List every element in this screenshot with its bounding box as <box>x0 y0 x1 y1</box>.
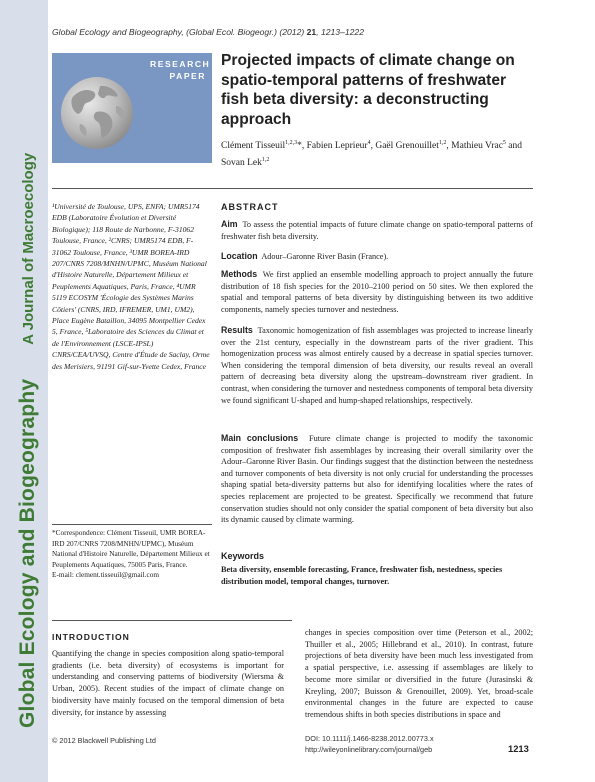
paper-type-label <box>150 58 211 82</box>
affiliations: ¹Université de Toulouse, UPS, ENFA; UMR5174 EDB (Laboratoire Évolution et Diversité Biologique); 118 Route de Narbonne, F-31062 Toulouse, France, ²CNRS; UMR5174 EDB, F-31062 Toulouse, France, ³UMR BOREA-IRD 207/CNRS 7208/MNHN/UPMC, Muséum National d'Histoire Naturelle, Département Milieux et Peuplements Aquatiques, Paris, France, ⁴UMR 5119 ECOSYM 'Écologie des Systèmes Marins Côtiers' (CNRS, IRD, IFREMER, UM1, UM2), Place Eugène Bataillon, 34095 Montpellier Cedex 5, France, ⁵Laboratoire des Sciences du Climat et de l'Environnement (LSCE-IPSL) CNRS/CEA/UVSQ, Centre d'Étude de Saclay, Orme des Merisiers, 91191 Gif-sur-Yvette Cedex, France <box>52 202 210 371</box>
abstract-conclusions-text: Future climate change is projected to modify the taxonomic composition of freshwater fish assemblages by increasing their overall similarity over the Adour–Garonne River Basin. Our findings suggest that the distinction between the nestedness and turnover components of beta diversity is not only crucial for understanding the processes shaping spatial beta-diversity patterns but also for identifying localities where the rates of species replacement are projected to be greatest. Specifically we recommend that future conservation studies should not only consider the spatial component of beta diversity but also its dynamic caused by climate warming. <box>221 434 534 525</box>
abstract-location-text: Adour–Garonne River Basin (France). <box>261 252 389 261</box>
abstract-results-text: Taxonomic homogenization of fish assemblages was projected to increase linearly over the 21st century, especially in the downstream parts of the river gradient. This homogenization process was almost entirely caused by a decrease in spatial species turnover. When considering the temporal dimension of beta diversity, our results reveal an overall pattern of decreasing beta diversity along the upstream–downstream river gradient. In contrast, when considering the turnover and nestedness components of temporal beta diversity we found significant U-shaped and hump-shaped relationships, respectively. <box>221 326 534 405</box>
journal-url[interactable]: http://wileyonlinelibrary.com/journal/geb <box>305 744 433 754</box>
running-head-journal: Global Ecology and Biogeography, (Global Ecol. Biogeogr.) (2012) <box>52 27 307 37</box>
doi-block <box>305 734 434 755</box>
running-head-pages: , 1213–1222 <box>316 27 364 37</box>
correspondence <box>52 528 212 581</box>
running-head-volume: 21 <box>306 27 317 37</box>
copyright: © 2012 Blackwell Publishing Ltd <box>52 736 156 745</box>
page-number: 1213 <box>508 743 529 754</box>
correspondence-address: *Correspondence: Clément Tisseuil, UMR BOREA-IRD 207/CNRS 7208/MNHN/UPMC), Muséum National d'Histoire Naturelle, Département Milieux et Peuplements Aquatiques, 75005 Paris, France. <box>52 528 210 569</box>
globe-icon <box>60 76 134 150</box>
abstract-aim-label: Aim <box>221 219 238 229</box>
abstract-methods-label: Methods <box>221 269 258 279</box>
journal-name: Global Ecology and Biogeography <box>16 378 39 728</box>
author-name: , Mathieu Vrac <box>446 141 503 152</box>
abstract-methods <box>221 269 533 315</box>
body-column-right: changes in species composition over time (Peterson et al., 2002; Thuiller et al., 2005; Hillebrand et al., 2010). In contrast, future projections of beta diversity have been much less investigated from a spatial perspective, i.e. assessing if assemblages are likely to become more similar or diversified in the future (Jurasinski & Kreyling, 2007; Buisson & Grenouillet, 2009). Yet, broad-scale environmental changes in the future are expected to cause tremendous shifts in both species distributions in space and <box>305 628 533 719</box>
author-name: Clément Tisseuil <box>221 141 286 152</box>
author-affil-ref: 1,2,3 <box>285 140 298 146</box>
journal-subtitle: A Journal of Macroecology <box>19 152 37 345</box>
article-title: Projected impacts of climate change on spatio-temporal patterns of freshwater fish beta diversity: a deconstructing approach <box>221 52 515 128</box>
abstract-methods-text: We first applied an ensemble modelling approach to project annually the future distribution of 18 fish species for the 2010–2100 period on 50 sites. We then explored the spatial and temporal patterns of beta diversity by distinguishing between its two additive components, namely species turnover and nestedness. <box>221 270 533 314</box>
keywords: Beta diversity, ensemble forecasting, France, freshwater fish, nestedness, species distribution model, temporal changes, turnover. <box>221 565 503 586</box>
journal-sidebar-text <box>8 4 48 764</box>
abstract-heading: ABSTRACT <box>221 202 279 212</box>
author-name: *, Fabien Leprieur <box>297 141 368 152</box>
header-divider <box>52 188 533 189</box>
abstract-conclusions-label: Main conclusions <box>221 433 299 443</box>
author-affil-ref: 1,2 <box>438 140 447 146</box>
doi: DOI: 10.1111/j.1466-8238.2012.00773.x <box>305 734 434 743</box>
paper-type-line1: RESEARCH <box>150 59 211 69</box>
keywords-heading: Keywords <box>221 551 265 561</box>
abstract-location <box>221 251 533 263</box>
author-affil-ref: 4 <box>367 140 371 146</box>
body-column-left: Quantifying the change in species composition along spatio-temporal gradients (i.e. beta diversity) of ecosystems is important for understanding and conserving patterns of biodiversity (Wiersma & Urban, 2005). Recent studies of the impact of climate change on biodiversity have mainly focused on the temporal dimension of beta diversity, for instance by assessing <box>52 649 284 717</box>
author-affil-ref: 5 <box>502 140 506 146</box>
abstract-conclusions <box>221 433 533 526</box>
author-list <box>221 137 531 170</box>
author-affil-ref: 1,2 <box>261 156 270 163</box>
running-head <box>52 27 364 37</box>
abstract-results <box>221 325 533 406</box>
abstract-location-label: Location <box>221 251 258 261</box>
paper-type-line2: PAPER <box>169 71 206 81</box>
author-name: , Gaël Grenouillet <box>370 141 439 152</box>
abstract-aim <box>221 219 533 242</box>
correspondence-divider <box>52 524 212 525</box>
abstract-results-label: Results <box>221 325 253 335</box>
author-name: and Sovan Lek <box>221 141 522 168</box>
introduction-heading: INTRODUCTION <box>52 632 130 642</box>
intro-divider-left <box>52 620 292 621</box>
correspondence-email: E-mail: clement.tisseuil@gmail.com <box>52 570 160 580</box>
abstract-aim-text: To assess the potential impacts of future climate change on spatio-temporal patterns of freshwater fish beta diversity. <box>221 220 533 241</box>
